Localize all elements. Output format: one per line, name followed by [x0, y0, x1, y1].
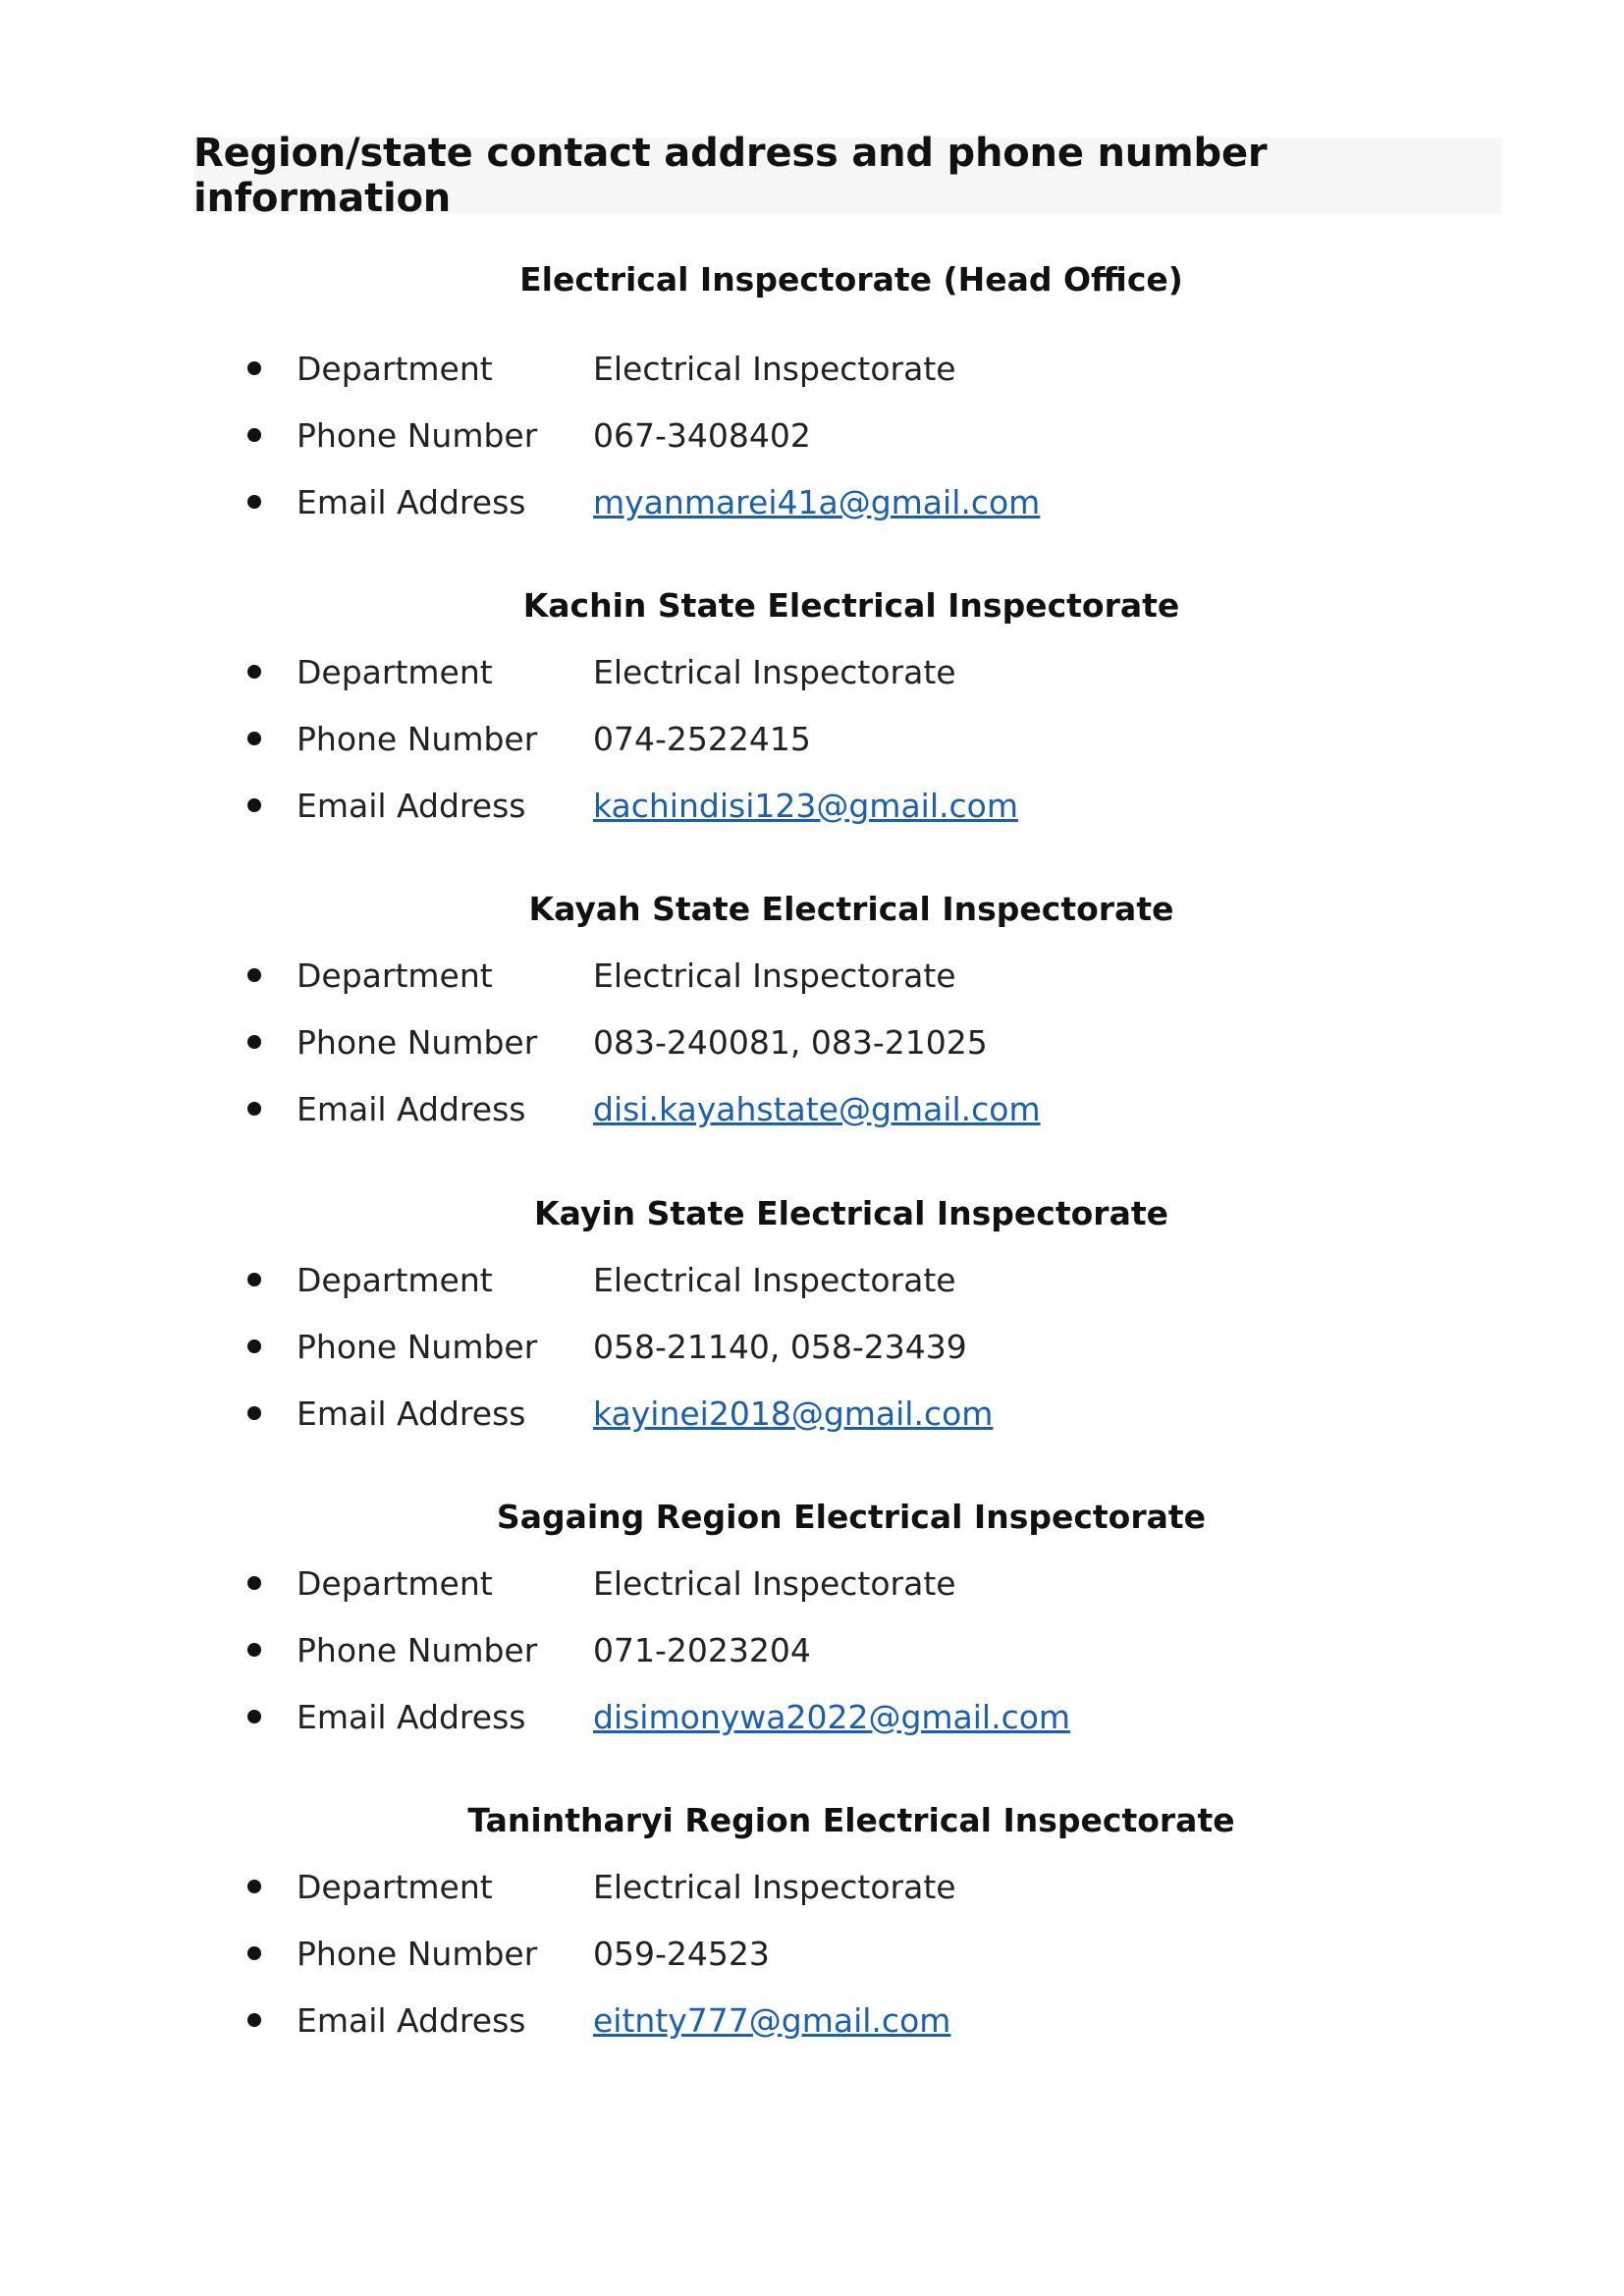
email-label: Email Address: [297, 787, 526, 825]
phone-row: [0, 416, 1624, 456]
section-heading: Kayah State Electrical Inspectorate: [528, 890, 1174, 928]
email-link[interactable]: disi.kayahstate@gmail.com: [593, 1090, 1041, 1128]
phone-value: 083-240081, 083-21025: [593, 1023, 988, 1062]
email-row: [0, 1090, 1624, 1129]
section-heading: Kayin State Electrical Inspectorate: [534, 1194, 1168, 1232]
contact-section: [0, 890, 1624, 929]
bullet-icon: [247, 428, 261, 442]
bullet-icon: [247, 732, 261, 745]
phone-row: [0, 1631, 1624, 1670]
contact-section: [0, 1801, 1624, 1840]
department-row: [0, 1564, 1624, 1604]
email-label: Email Address: [297, 1394, 526, 1433]
bullet-icon: [247, 1643, 261, 1657]
email-row: [0, 1394, 1624, 1434]
phone-value: 059-24523: [593, 1935, 770, 1973]
phone-label: Phone Number: [297, 720, 538, 758]
email-row: [0, 1698, 1624, 1737]
bullet-icon: [247, 1406, 261, 1420]
page-title: Region/state contact address and phone number information: [193, 131, 1268, 221]
phone-value: 058-21140, 058-23439: [593, 1328, 967, 1366]
bullet-icon: [247, 798, 261, 812]
email-link[interactable]: disimonywa2022@gmail.com: [593, 1698, 1071, 1736]
department-label: Department: [297, 350, 493, 388]
email-link[interactable]: myanmarei41a@gmail.com: [593, 483, 1041, 521]
department-label: Department: [297, 1868, 493, 1906]
department-value: Electrical Inspectorate: [593, 1261, 956, 1299]
department-row: [0, 653, 1624, 692]
department-row: [0, 1261, 1624, 1300]
email-label: Email Address: [297, 2001, 526, 2040]
phone-label: Phone Number: [297, 1328, 538, 1366]
phone-label: Phone Number: [297, 1631, 538, 1669]
department-value: Electrical Inspectorate: [593, 1564, 956, 1603]
bullet-icon: [247, 1035, 261, 1049]
contact-section: [0, 1194, 1624, 1233]
bullet-icon: [247, 1339, 261, 1353]
department-value: Electrical Inspectorate: [593, 653, 956, 691]
bullet-icon: [247, 1946, 261, 1960]
department-value: Electrical Inspectorate: [593, 957, 956, 995]
email-label: Email Address: [297, 1090, 526, 1128]
department-row: [0, 957, 1624, 996]
phone-row: [0, 1023, 1624, 1063]
email-label: Email Address: [297, 483, 526, 521]
bullet-icon: [247, 665, 261, 679]
department-value: Electrical Inspectorate: [593, 1868, 956, 1906]
bullet-icon: [247, 495, 261, 509]
section-heading: Tanintharyi Region Electrical Inspectorate: [467, 1801, 1235, 1839]
section-heading: Sagaing Region Electrical Inspectorate: [496, 1498, 1207, 1536]
bullet-icon: [247, 1576, 261, 1590]
phone-row: [0, 720, 1624, 759]
phone-value: 067-3408402: [593, 416, 811, 455]
phone-value: 071-2023204: [593, 1631, 811, 1669]
title-banner: [193, 131, 1502, 221]
department-row: [0, 1868, 1624, 1907]
section-heading: Kachin State Electrical Inspectorate: [522, 586, 1180, 625]
email-row: [0, 787, 1624, 826]
bullet-icon: [247, 1102, 261, 1116]
bullet-icon: [247, 2013, 261, 2027]
bullet-icon: [247, 1880, 261, 1893]
department-row: [0, 350, 1624, 389]
section-heading: Electrical Inspectorate (Head Office): [519, 260, 1183, 299]
phone-label: Phone Number: [297, 416, 538, 455]
department-label: Department: [297, 653, 493, 691]
email-link[interactable]: kayinei2018@gmail.com: [593, 1394, 994, 1433]
email-label: Email Address: [297, 1698, 526, 1736]
contact-section: [0, 260, 1624, 300]
department-label: Department: [297, 1261, 493, 1299]
phone-row: [0, 1328, 1624, 1367]
bullet-icon: [247, 1710, 261, 1723]
department-label: Department: [297, 957, 493, 995]
email-link[interactable]: kachindisi123@gmail.com: [593, 787, 1018, 825]
phone-label: Phone Number: [297, 1023, 538, 1062]
phone-value: 074-2522415: [593, 720, 811, 758]
email-link[interactable]: eitnty777@gmail.com: [593, 2001, 951, 2040]
phone-row: [0, 1935, 1624, 1974]
email-row: [0, 483, 1624, 522]
bullet-icon: [247, 968, 261, 982]
contact-section: [0, 586, 1624, 626]
contact-section: [0, 1498, 1624, 1537]
phone-label: Phone Number: [297, 1935, 538, 1973]
bullet-icon: [247, 1273, 261, 1286]
bullet-icon: [247, 361, 261, 375]
department-value: Electrical Inspectorate: [593, 350, 956, 388]
email-row: [0, 2001, 1624, 2041]
department-label: Department: [297, 1564, 493, 1603]
